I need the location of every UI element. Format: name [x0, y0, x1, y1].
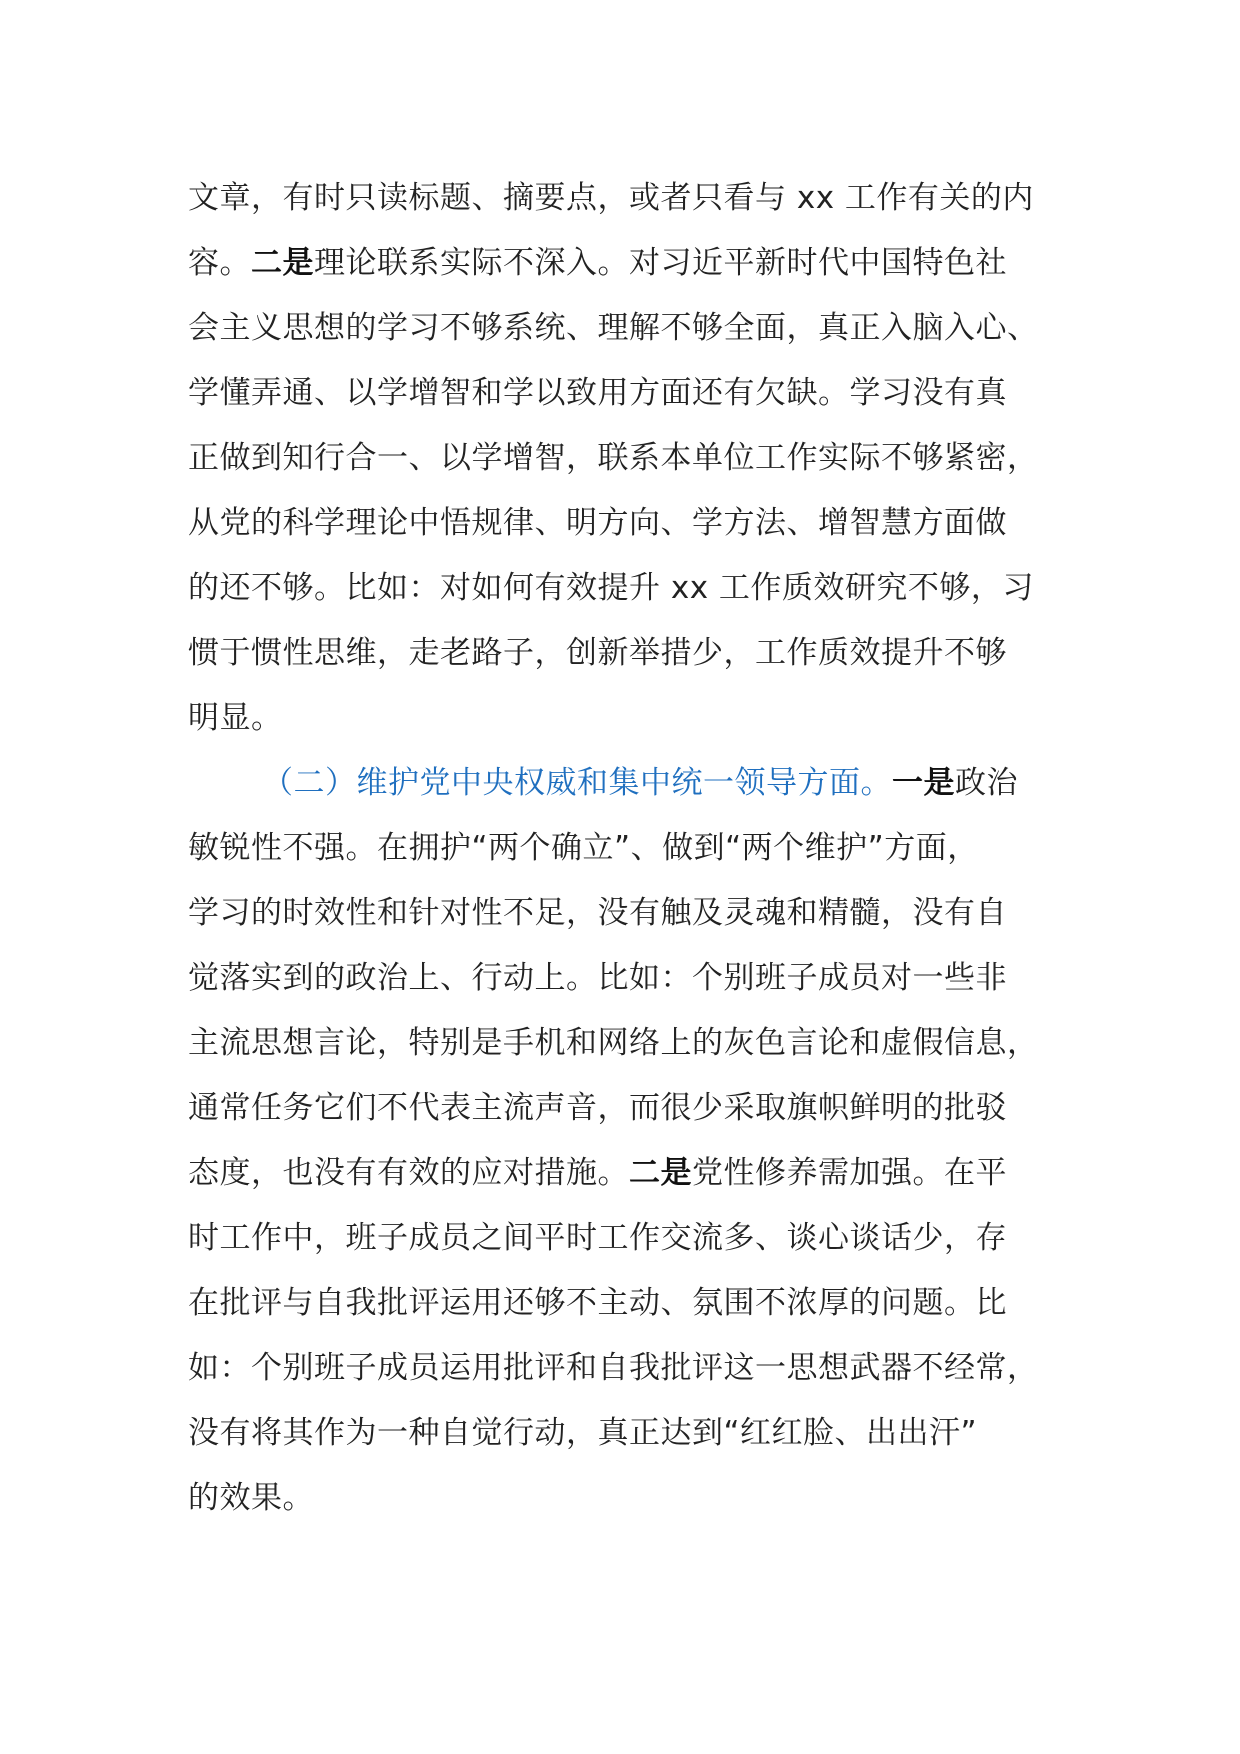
text-line: 从党的科学理论中悟规律、明方向、学方法、增智慧方面做 [188, 505, 1007, 541]
paragraph-2 [188, 751, 1068, 1531]
point-marker-two: 二是 [251, 245, 314, 281]
text-line: 惯于惯性思维，走老路子，创新举措少，工作质效提升不够 [188, 635, 1007, 671]
text-line: 容。二是理论联系实际不深入。对习近平新时代中国特色社 [188, 245, 1007, 281]
text-line: 在批评与自我批评运用还够不主动、氛围不浓厚的问题。比 [188, 1285, 1007, 1321]
text-line: 没有将其作为一种自觉行动，真正达到“红红脸、出出汗” [188, 1415, 978, 1451]
paragraph-1 [188, 166, 1068, 751]
text-line: 态度，也没有有效的应对措施。二是党性修养需加强。在平 [188, 1155, 1007, 1191]
text-line: 觉落实到的政治上、行动上。比如：个别班子成员对一些非 [188, 960, 1007, 996]
text-line: 敏锐性不强。在拥护“两个确立”、做到“两个维护”方面， [188, 830, 979, 866]
text-line: 的还不够。比如：对如何有效提升 xx 工作质效研究不够，习 [188, 570, 1034, 606]
text-line: 学懂弄通、以学增智和学以致用方面还有欠缺。学习没有真 [188, 375, 1007, 411]
point-marker-one: 一是 [892, 765, 955, 801]
text-line: 正做到知行合一、以学增智，联系本单位工作实际不够紧密， [188, 440, 1039, 476]
text-line: 通常任务它们不代表主流声音，而很少采取旗帜鲜明的批驳 [188, 1090, 1007, 1126]
section-heading: （二）维护党中央权威和集中统一领导方面。 [262, 765, 892, 801]
text-line: 时工作中，班子成员之间平时工作交流多、谈心谈话少，存 [188, 1220, 1007, 1256]
text-line: （二）维护党中央权威和集中统一领导方面。一是政治 [262, 765, 1018, 801]
text-line: 学习的时效性和针对性不足，没有触及灵魂和精髓，没有自 [188, 895, 1007, 931]
text-line: 主流思想言论，特别是手机和网络上的灰色言论和虚假信息， [188, 1025, 1039, 1061]
text-line: 会主义思想的学习不够系统、理解不够全面，真正入脑入心、 [188, 310, 1039, 346]
text-line: 明显。 [188, 700, 283, 736]
document-body [188, 166, 1068, 1531]
text-line: 的效果。 [188, 1480, 314, 1516]
text-line: 如：个别班子成员运用批评和自我批评这一思想武器不经常， [188, 1350, 1039, 1386]
text-line: 文章，有时只读标题、摘要点，或者只看与 xx 工作有关的内 [188, 180, 1034, 216]
point-marker-two: 二是 [629, 1155, 692, 1191]
